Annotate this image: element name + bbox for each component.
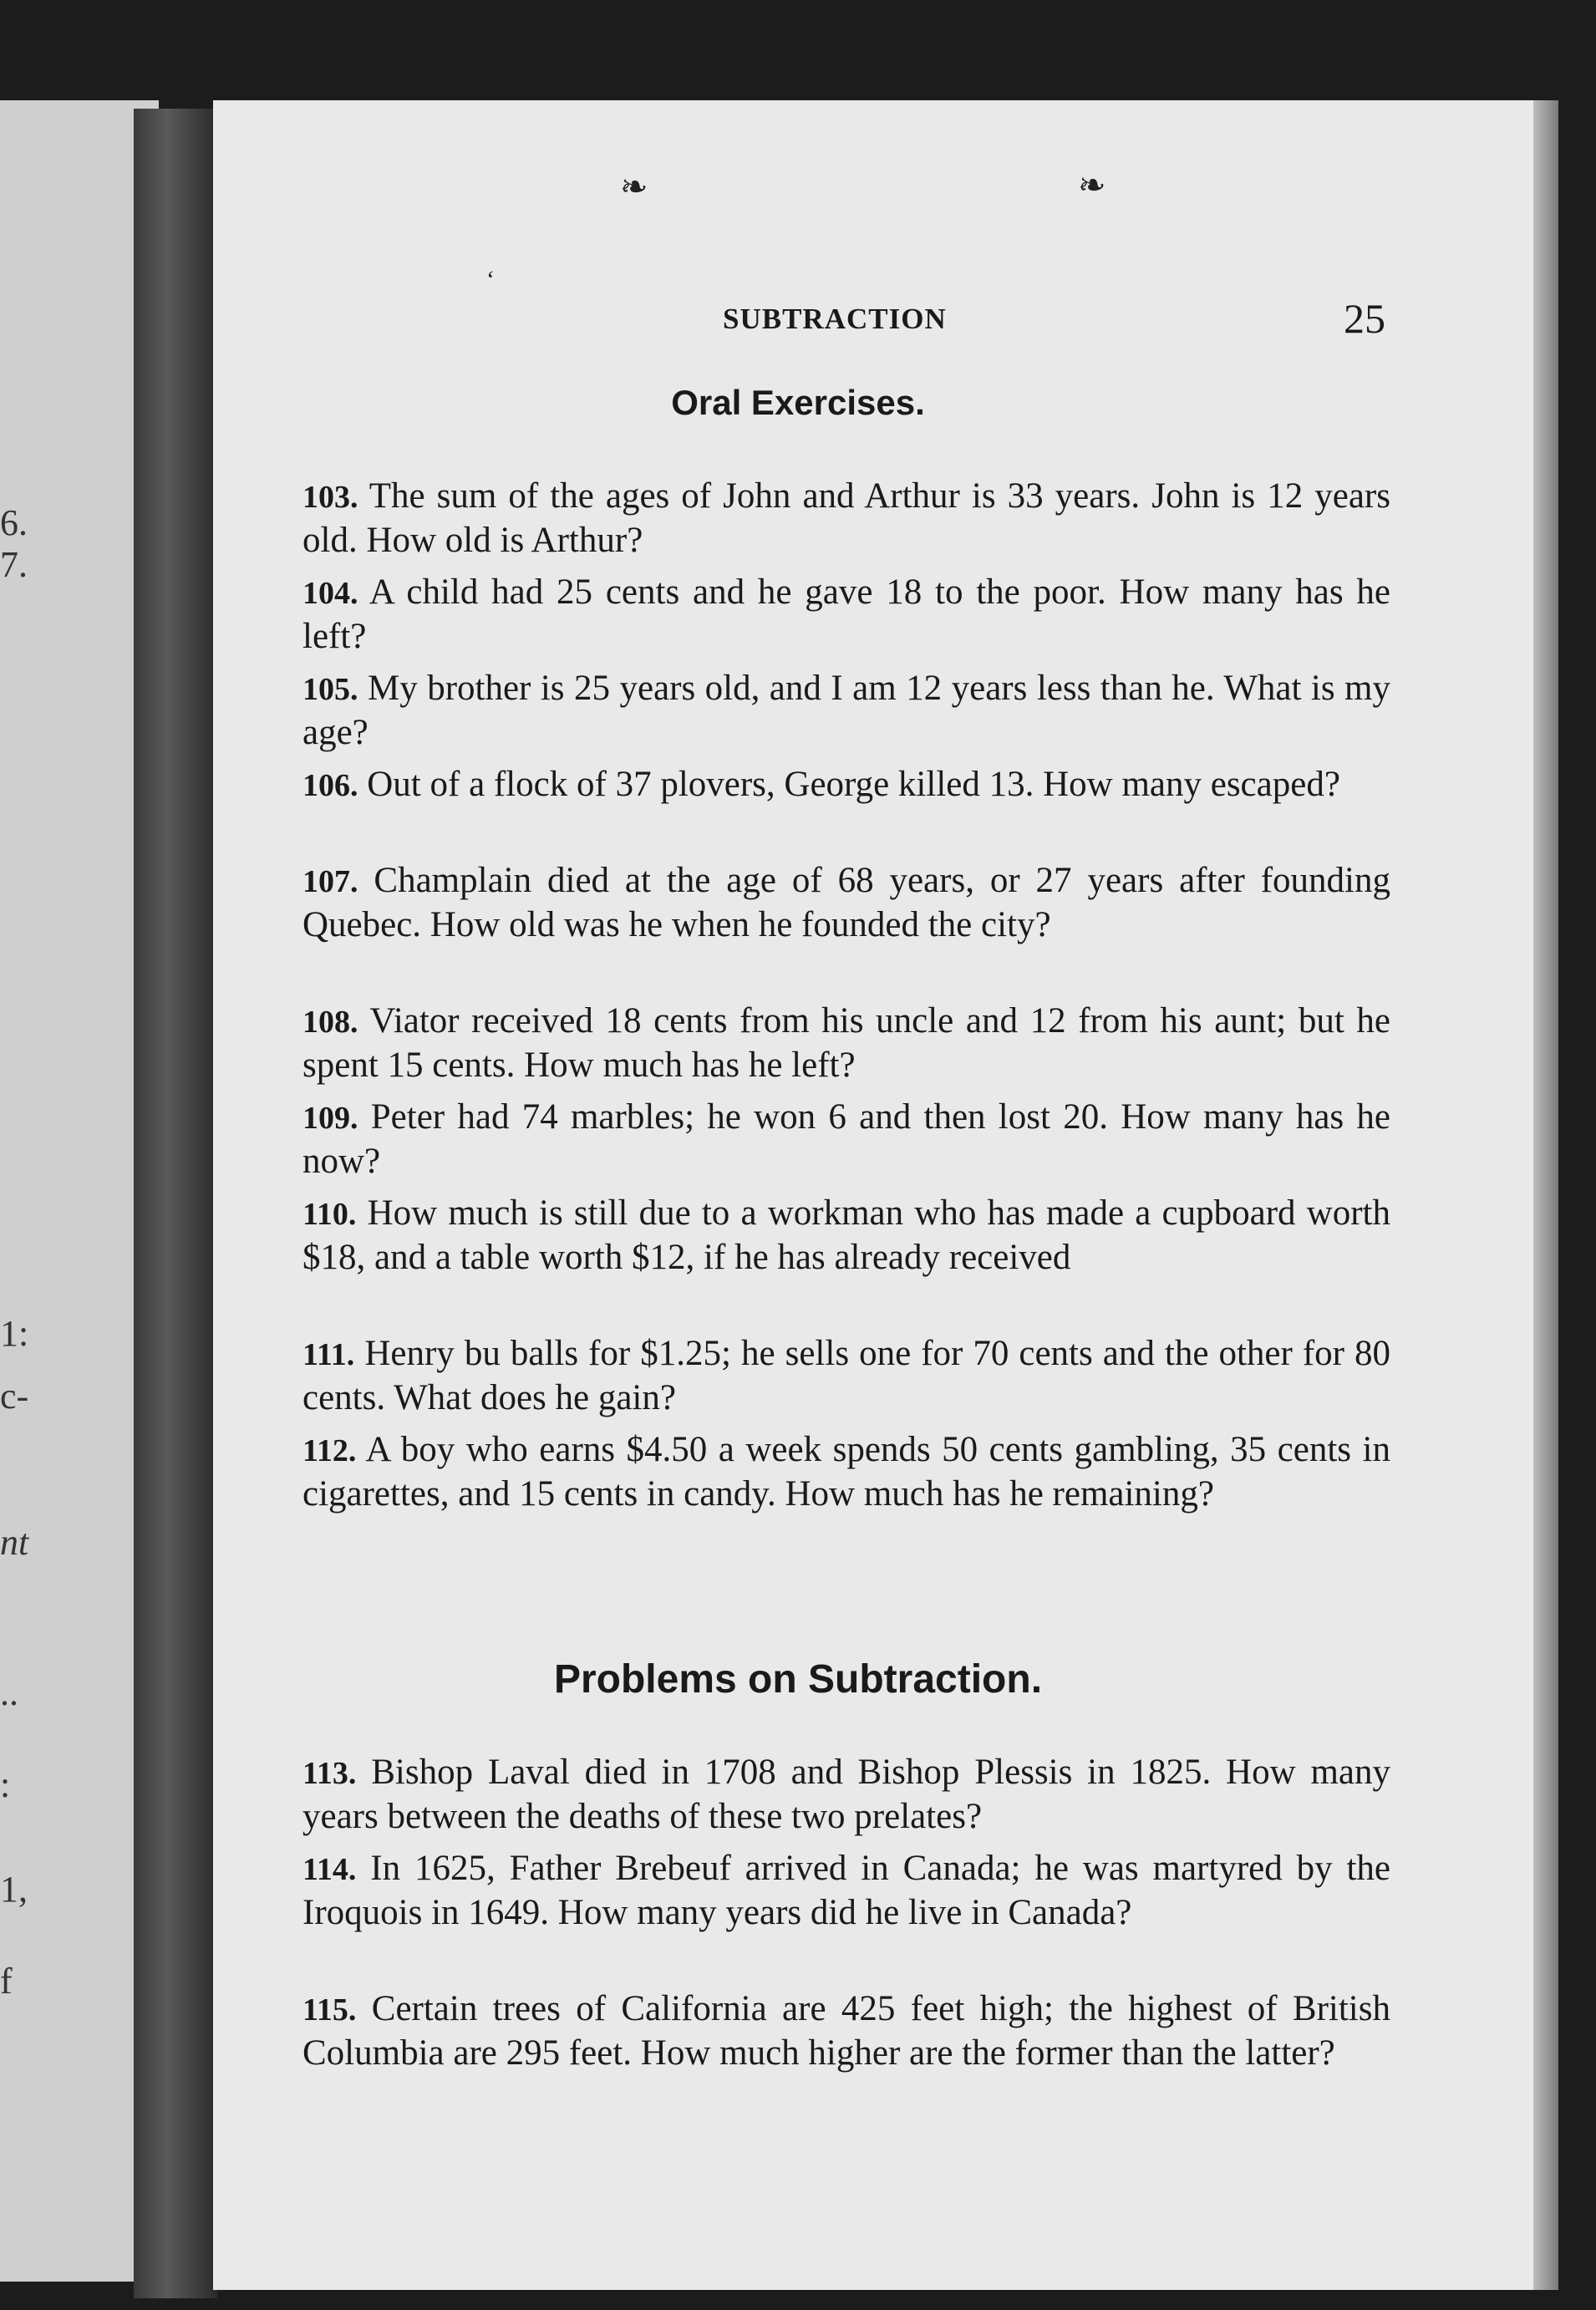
left-page-fragment: 7. — [0, 544, 28, 585]
problem-106 — [302, 763, 1390, 807]
problem-number: 105. — [302, 672, 358, 707]
problem-105 — [302, 667, 1390, 755]
page-number: 25 — [1344, 295, 1385, 342]
problem-number: 104. — [302, 576, 358, 611]
problem-110 — [302, 1192, 1390, 1280]
left-page-fragment: nt — [0, 1522, 29, 1563]
problem-text: Champlain died at the age of 68 years, or 27 years after founding Quebec. How old was he when he founded the city? — [302, 861, 1390, 944]
problem-109 — [302, 1096, 1390, 1183]
problem-text: Bishop Laval died in 1708 and Bishop Plessis in 1825. How many years between the deaths of these two prelates? — [302, 1753, 1391, 1836]
problem-text: Out of a flock of 37 plovers, George killed 13. How many escaped? — [367, 765, 1340, 804]
problem-115 — [302, 1987, 1390, 2075]
problem-number: 115. — [302, 1992, 357, 2028]
problem-number: 107. — [302, 864, 358, 899]
scan-speck: ‘ — [486, 266, 495, 293]
problem-number: 103. — [302, 480, 358, 515]
scan-speck: ❧ — [620, 168, 648, 206]
problem-112 — [302, 1428, 1390, 1516]
page-edge-shadow — [1533, 100, 1558, 2290]
oral-exercises-title: Oral Exercises. — [671, 383, 925, 422]
problem-text: My brother is 25 years old, and I am 12 years less than he. What is my age? — [302, 669, 1391, 752]
problem-number: 112. — [302, 1433, 357, 1468]
problem-number: 106. — [302, 768, 358, 803]
left-page-fragment: 6. — [0, 502, 28, 543]
problem-number: 110. — [302, 1197, 357, 1232]
problem-number: 108. — [302, 1005, 358, 1040]
scan-speck: ❧ — [1078, 166, 1106, 204]
problem-text: How much is still due to a workman who has made a cupboard worth $18, and a table worth $12, if he has already received — [302, 1193, 1391, 1277]
problem-107 — [302, 859, 1390, 947]
problem-114 — [302, 1847, 1390, 1935]
running-head: SUBTRACTION — [723, 303, 947, 335]
problem-text: Viator received 18 cents from his uncle and 12 from his aunt; but he spent 15 cents. How much has he left? — [302, 1001, 1390, 1085]
problem-113 — [302, 1751, 1390, 1839]
left-page-fragment: c- — [0, 1376, 29, 1417]
problem-number: 113. — [302, 1756, 357, 1791]
problem-text: A child had 25 cents and he gave 18 to the poor. How many has he left? — [302, 572, 1390, 656]
book-gutter — [134, 109, 217, 2298]
problem-number: 114. — [302, 1852, 357, 1887]
problem-text: Certain trees of California are 425 feet high; the highest of British Columbia are 295 feet. How much higher are the former than the latter? — [302, 1989, 1390, 2073]
problems-section-title: Problems on Subtraction. — [553, 1657, 1043, 1702]
problem-text: Peter had 74 marbles; he won 6 and then lost 20. How many has he now? — [302, 1097, 1391, 1181]
problem-text: Henry bu balls for $1.25; he sells one for 70 cents and the other for 80 cents. What does he gain? — [302, 1334, 1390, 1417]
problem-104 — [302, 571, 1390, 659]
problem-text: In 1625, Father Brebeuf arrived in Canada; he was martyred by the Iroquois in 1649. How many years did he live in Canada? — [302, 1849, 1390, 1932]
problem-111 — [302, 1332, 1390, 1420]
problem-number: 111. — [302, 1337, 355, 1372]
left-page-fragment: 1, — [0, 1869, 28, 1910]
left-page-fragment: 1: — [0, 1313, 29, 1354]
left-page-fragment: : — [0, 1764, 11, 1805]
problem-text: The sum of the ages of John and Arthur is 33 years. John is 12 years old. How old is Arthur? — [302, 476, 1390, 560]
problem-108 — [302, 1000, 1390, 1087]
left-page-fragment: f — [0, 1961, 13, 2002]
problem-number: 109. — [302, 1101, 358, 1136]
problem-103 — [302, 475, 1390, 562]
problem-text: A boy who earns $4.50 a week spends 50 cents gambling, 35 cents in cigarettes, and 15 cents in candy. How much has he remaining? — [302, 1430, 1390, 1514]
left-page-fragment: .. — [0, 1672, 18, 1713]
